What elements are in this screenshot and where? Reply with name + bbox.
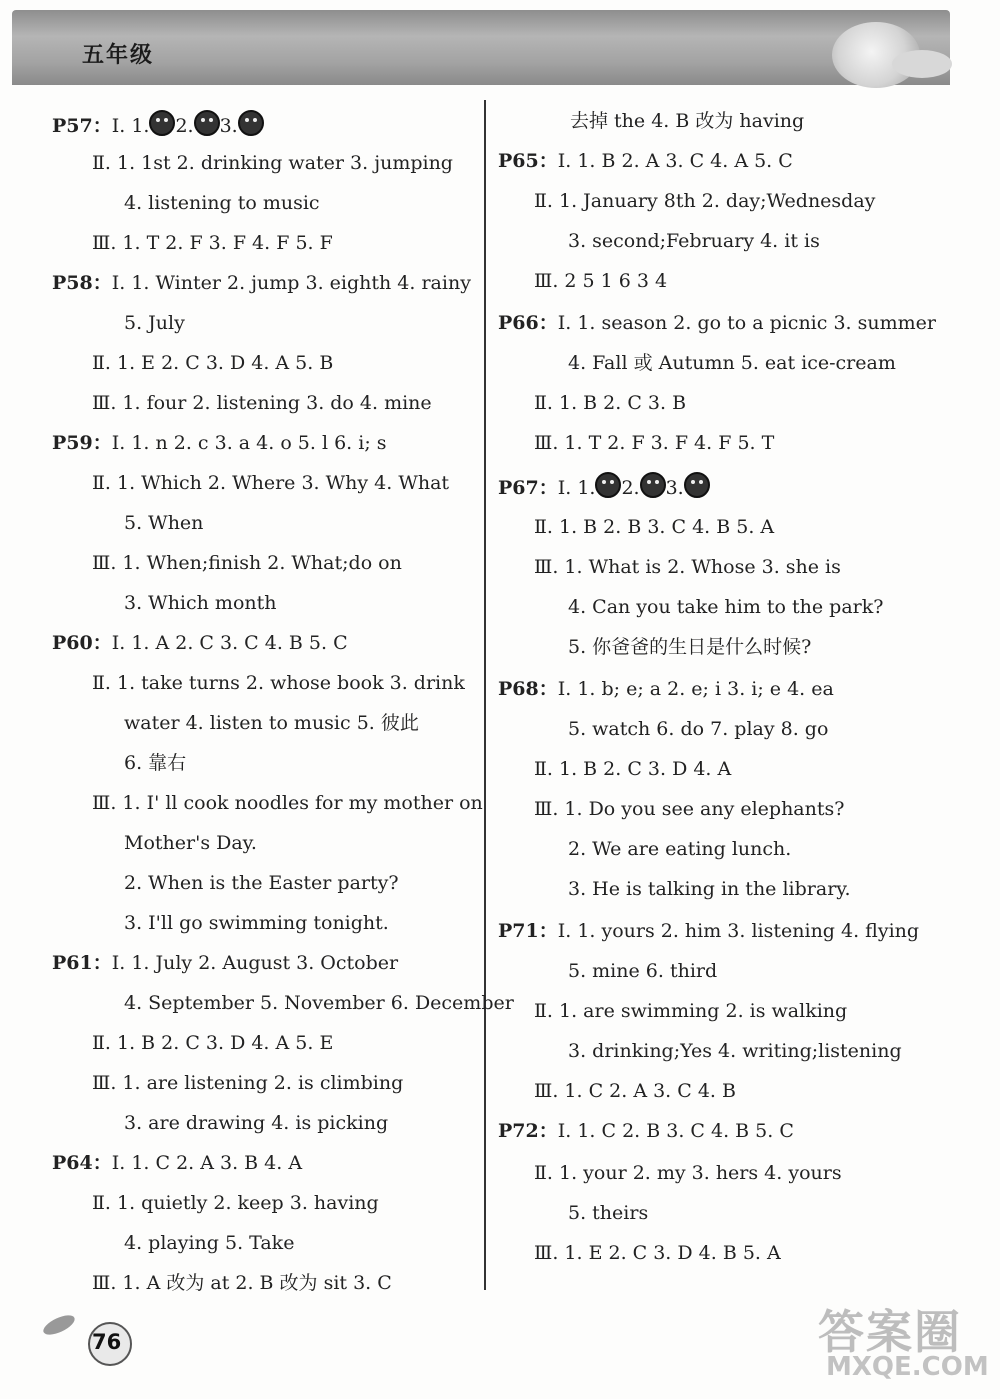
answer-line <box>498 148 793 174</box>
answer-text: Ⅰ. 1. season 2. go to a picnic 3. summer <box>557 312 936 334</box>
answer-text: 4. playing 5. Take <box>124 1232 295 1254</box>
page-number: 76 <box>92 1330 122 1354</box>
answer-line <box>124 1230 294 1256</box>
answer-line <box>534 390 686 416</box>
answer-text: Ⅰ. 1. A 2. C 3. C 4. B 5. C <box>111 632 348 654</box>
answer-text: 去掉 the 4. B 改为 having <box>570 110 805 132</box>
answer-line <box>534 430 774 456</box>
answer-text: Ⅲ. 1. C 2. A 3. C 4. B <box>534 1080 736 1102</box>
answer-line <box>568 228 820 254</box>
answer-text: 5. theirs <box>568 1202 649 1224</box>
watermark-logo <box>808 1290 988 1390</box>
answer-line <box>568 876 851 902</box>
page-number-badge <box>70 1310 130 1370</box>
answer-text: 2. We are eating lunch. <box>568 838 792 860</box>
answer-line <box>92 670 465 696</box>
answer-line <box>498 472 710 501</box>
page-ref-label: P71： <box>498 920 558 942</box>
answer-line <box>52 1150 302 1176</box>
answer-text: 6. 靠右 <box>124 752 187 774</box>
answer-text: 4. September 5. November 6. December <box>124 992 514 1014</box>
smiley-face-icon <box>595 472 621 498</box>
answer-text: Ⅱ. 1. B 2. C 3. D 4. A 5. E <box>92 1032 334 1054</box>
answer-line <box>52 270 471 296</box>
answer-text: Ⅲ. 1. E 2. C 3. D 4. B 5. A <box>534 1242 781 1264</box>
column-divider <box>484 100 486 1290</box>
answer-line <box>52 630 348 656</box>
watermark-sub-text: MXQE.COM <box>826 1352 989 1382</box>
answer-text: Ⅲ. 1. Do you see any elephants? <box>534 798 845 820</box>
answer-line <box>92 230 333 256</box>
answer-text: Ⅰ. 1. b; e; a 2. e; i 3. i; e 4. ea <box>557 678 834 700</box>
answer-line <box>124 910 389 936</box>
smiley-face-icon <box>640 472 666 498</box>
watermark-main-text: 答案圈 <box>818 1305 962 1359</box>
page-ref-label: P68： <box>498 678 558 700</box>
page-ref-label: P64： <box>52 1152 112 1174</box>
answer-line <box>498 1118 794 1144</box>
answer-text: Ⅱ. 1. January 8th 2. day;Wednesday <box>534 190 876 212</box>
answer-line <box>52 950 398 976</box>
answer-text: 4. Fall 或 Autumn 5. eat ice-cream <box>568 352 896 374</box>
answer-text: 3. Which month <box>124 592 277 614</box>
answer-text: Mother's Day. <box>124 832 257 854</box>
answer-line <box>124 310 185 336</box>
answer-text: 3. drinking;Yes 4. writing;listening <box>568 1040 902 1062</box>
answer-text: Ⅲ. 2 5 1 6 3 4 <box>534 270 668 292</box>
answer-text: Ⅰ. 1. C 2. A 3. B 4. A <box>111 1152 303 1174</box>
answer-text: Ⅲ. 1. I' ll cook noodles for my mother on <box>92 792 483 814</box>
answer-line <box>534 1078 736 1104</box>
page-ref-label: P65： <box>498 150 558 172</box>
page-header-banner <box>12 10 950 85</box>
answer-text: 4. Can you take him to the park? <box>568 596 884 618</box>
page-ref-label: P58： <box>52 272 112 294</box>
answer-text: 3. He is talking in the library. <box>568 878 851 900</box>
answer-line <box>124 190 320 216</box>
smiley-face-icon <box>238 110 264 136</box>
answer-line <box>124 510 203 536</box>
answer-text: Ⅱ. 1. take turns 2. whose book 3. drink <box>92 672 465 694</box>
smiley-face-icon <box>194 110 220 136</box>
answer-text: 5. mine 6. third <box>568 960 718 982</box>
answer-text: Ⅰ. 1. n 2. c 3. a 4. o 5. l 6. i; s <box>111 432 387 454</box>
answer-line <box>124 990 514 1016</box>
answer-text: Ⅱ. 1. 1st 2. drinking water 3. jumping <box>92 152 453 174</box>
answer-line <box>52 110 264 139</box>
answer-line <box>124 750 186 776</box>
answer-text: water 4. listen to music 5. 彼此 <box>124 712 419 734</box>
answer-line <box>92 470 449 496</box>
answer-line <box>568 594 883 620</box>
answer-line <box>568 836 791 862</box>
answer-line <box>534 554 841 580</box>
answer-text: Ⅰ. 1. <box>111 115 150 137</box>
answer-line <box>568 958 717 984</box>
answer-text: Ⅲ. 1. four 2. listening 3. do 4. mine <box>92 392 432 414</box>
page-ref-label: P61： <box>52 952 112 974</box>
smiley-face-icon <box>684 472 710 498</box>
answer-line <box>498 310 936 336</box>
answer-text: Ⅰ. 1. C 2. B 3. C 4. B 5. C <box>557 1120 794 1142</box>
answer-line <box>92 350 333 376</box>
answer-line <box>534 796 844 822</box>
answer-text: Ⅲ. 1. What is 2. Whose 3. she is <box>534 556 841 578</box>
answer-text: 5. watch 6. do 7. play 8. go <box>568 718 829 740</box>
answer-text: 3. I'll go swimming tonight. <box>124 912 389 934</box>
answer-text: Ⅲ. 1. are listening 2. is climbing <box>92 1072 404 1094</box>
answer-line <box>534 1240 781 1266</box>
answer-text: Ⅱ. 1. B 2. B 3. C 4. B 5. A <box>534 516 775 538</box>
answer-text: 4. listening to music <box>124 192 320 214</box>
answer-line <box>92 1030 333 1056</box>
answer-text: Ⅱ. 1. quietly 2. keep 3. having <box>92 1192 379 1214</box>
answer-line <box>568 634 811 660</box>
answer-text: 3. <box>665 477 684 499</box>
answer-line <box>92 150 453 176</box>
answer-line <box>568 1200 648 1226</box>
answer-text: Ⅱ. 1. B 2. C 3. B <box>534 392 687 414</box>
answer-text: Ⅰ. 1. Winter 2. jump 3. eighth 4. rainy <box>111 272 471 294</box>
answer-text: 5. July <box>124 312 185 334</box>
page-ref-label: P72： <box>498 1120 558 1142</box>
page-ref-label: P59： <box>52 432 112 454</box>
answer-text: Ⅱ. 1. your 2. my 3. hers 4. yours <box>534 1162 842 1184</box>
answer-line <box>92 390 432 416</box>
answer-line <box>570 108 804 134</box>
answer-line <box>92 1190 379 1216</box>
cloud-illustration <box>892 50 952 78</box>
answer-line <box>534 1160 842 1186</box>
answer-line <box>124 1110 388 1136</box>
answer-line <box>534 514 774 540</box>
answer-text: Ⅰ. 1. B 2. A 3. C 4. A 5. C <box>557 150 793 172</box>
answer-text: 5. 你爸爸的生日是什么时候? <box>568 636 812 658</box>
answer-text: Ⅲ. 1. A 改为 at 2. B 改为 sit 3. C <box>92 1272 392 1294</box>
answer-line <box>498 676 834 702</box>
answer-text: Ⅱ. 1. are swimming 2. is walking <box>534 1000 848 1022</box>
answer-text: Ⅰ. 1. July 2. August 3. October <box>111 952 399 974</box>
answer-text: Ⅲ. 1. T 2. F 3. F 4. F 5. F <box>92 232 333 254</box>
answer-line <box>534 998 847 1024</box>
answer-line <box>534 188 875 214</box>
answer-text: Ⅲ. 1. T 2. F 3. F 4. F 5. T <box>534 432 775 454</box>
answer-line <box>92 790 483 816</box>
page-ref-label: P67： <box>498 477 558 499</box>
answer-text: Ⅱ. 1. B 2. C 3. D 4. A <box>534 758 732 780</box>
answer-line <box>124 830 257 856</box>
answer-line <box>92 1070 403 1096</box>
answer-text: 3. are drawing 4. is picking <box>124 1112 389 1134</box>
answer-text: Ⅱ. 1. E 2. C 3. D 4. A 5. B <box>92 352 334 374</box>
answer-text: 2. When is the Easter party? <box>124 872 399 894</box>
answer-text: 5. When <box>124 512 204 534</box>
answer-text: 2. <box>621 477 640 499</box>
answer-text: 3. <box>219 115 238 137</box>
answer-text: Ⅱ. 1. Which 2. Where 3. Why 4. What <box>92 472 450 494</box>
answer-line <box>568 350 896 376</box>
grade-label: 五年级 <box>82 42 155 68</box>
answer-line <box>498 918 919 944</box>
answer-text: Ⅰ. 1. yours 2. him 3. listening 4. flying <box>557 920 920 942</box>
answer-line <box>534 756 731 782</box>
page-ref-label: P57： <box>52 115 112 137</box>
answer-text: 3. second;February 4. it is <box>568 230 820 252</box>
answer-line <box>92 1270 392 1296</box>
answer-line <box>124 590 277 616</box>
page-ref-label: P66： <box>498 312 558 334</box>
answer-line <box>568 716 828 742</box>
answer-text: 2. <box>175 115 194 137</box>
answer-line <box>52 430 387 456</box>
answer-text: Ⅰ. 1. <box>557 477 596 499</box>
smiley-face-icon <box>149 110 175 136</box>
answer-line <box>124 710 419 736</box>
answer-line <box>92 550 402 576</box>
answer-line <box>124 870 399 896</box>
answer-text: Ⅲ. 1. When;finish 2. What;do on <box>92 552 402 574</box>
answer-line <box>568 1038 902 1064</box>
answer-line <box>534 268 667 294</box>
page-ref-label: P60： <box>52 632 112 654</box>
